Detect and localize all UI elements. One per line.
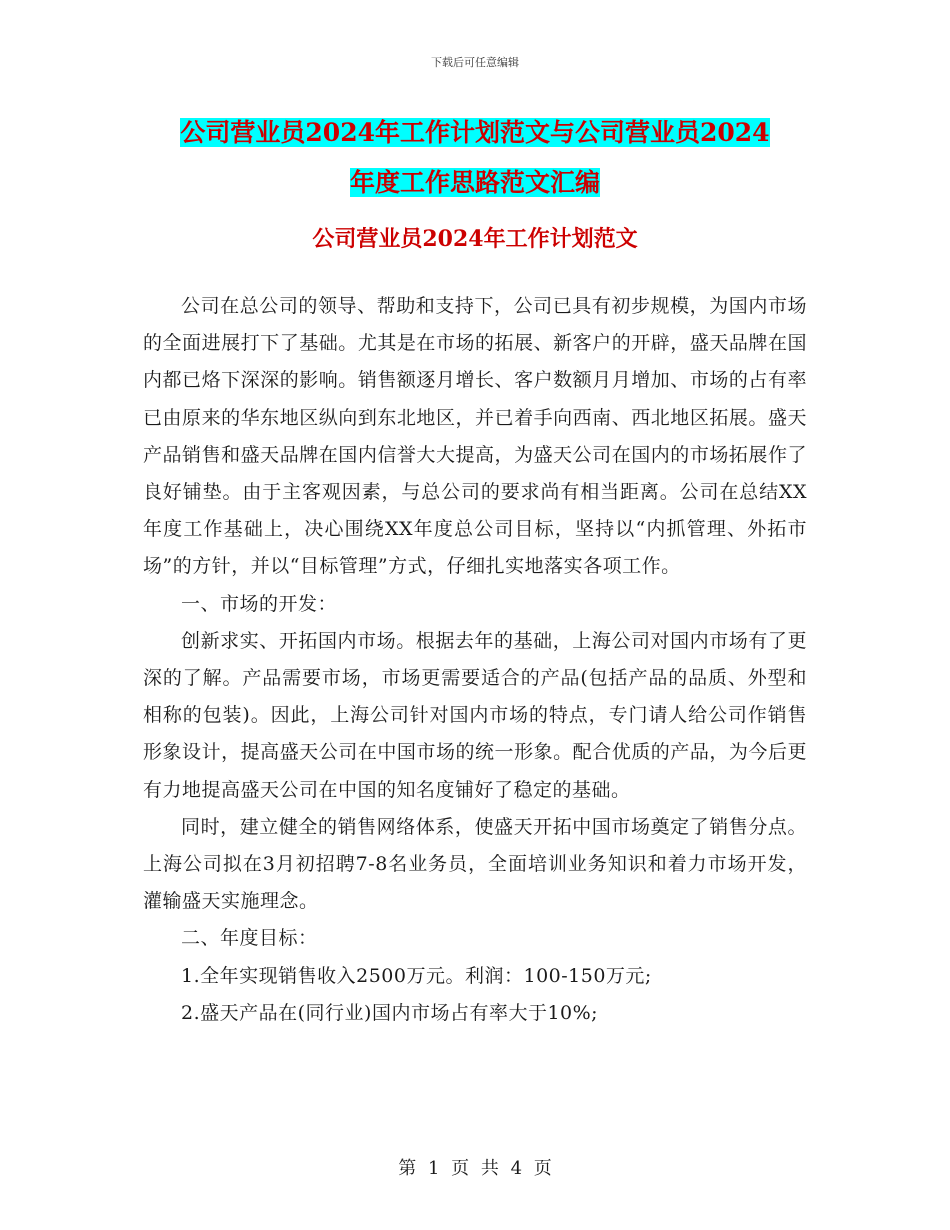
paragraph-intro: 公司在总公司的领导、帮助和支持下，公司已具有初步规模，为国内市场的全面进展打下了基础。尤其是在市场的拓展、新客户的开辟，盛天品牌在国内都已烙下深深的影响。销售额逐月增长、客户数额月月增加、市场的占有率已由原来的华东地区纵向到东北地区，并已着手向西南、西北地区拓展。盛天产品销售和盛天品牌在国内信誉大大提高，为盛天公司在国内的市场拓展作了良好铺垫。由于主客观因素，与总公司的要求尚有相当距离。公司在总结XX年度工作基础上，决心围绕XX年度总公司目标，坚持以“内抓管理、外拓市场”的方针，并以“目标管理”方式，仔细扎实地落实各项工作。 — [143, 295, 807, 578]
page-footer: 第 1 页 共 4 页 — [398, 1158, 552, 1179]
goal-item-1: 1.全年实现销售收入2500万元。利润：100-150万元; — [181, 964, 652, 987]
paragraph-market: 创新求实、开拓国内市场。根据去年的基础，上海公司对国内市场有了更深的了解。产品需要市场，市场更需要适合的产品(包括产品的品质、外型和相称的包装)。因此，上海公司针对国内市场的特点，专门请人给公司作销售形象设计，提高盛天公司在中国市场的统一形象。配合优质的产品，为今后更有力地提高盛天公司在中国的知名度铺好了稳定的基础。 — [143, 629, 807, 801]
title-line-2: 年度工作思路范文汇编 — [349, 168, 600, 197]
heading-market-development: 一、市场的开发： — [181, 592, 338, 615]
heading-annual-goals: 二、年度目标： — [181, 927, 318, 950]
goal-item-2: 2.盛天产品在(同行业)国内市场占有率大于10%; — [181, 1001, 599, 1024]
header-note: 下载后可任意编辑 — [431, 56, 519, 69]
document-title — [150, 108, 800, 208]
body-text — [143, 288, 807, 1032]
paragraph-network: 同时，建立健全的销售网络体系，使盛天开拓中国市场奠定了销售分点。上海公司拟在3月初招聘7-8名业务员，全面培训业务知识和着力市场开发，灌输盛天实施理念。 — [143, 815, 807, 913]
title-line-1: 公司营业员2024年工作计划范文与公司营业员2024 — [180, 118, 770, 147]
section-title: 公司营业员2024年工作计划范文 — [312, 226, 638, 252]
